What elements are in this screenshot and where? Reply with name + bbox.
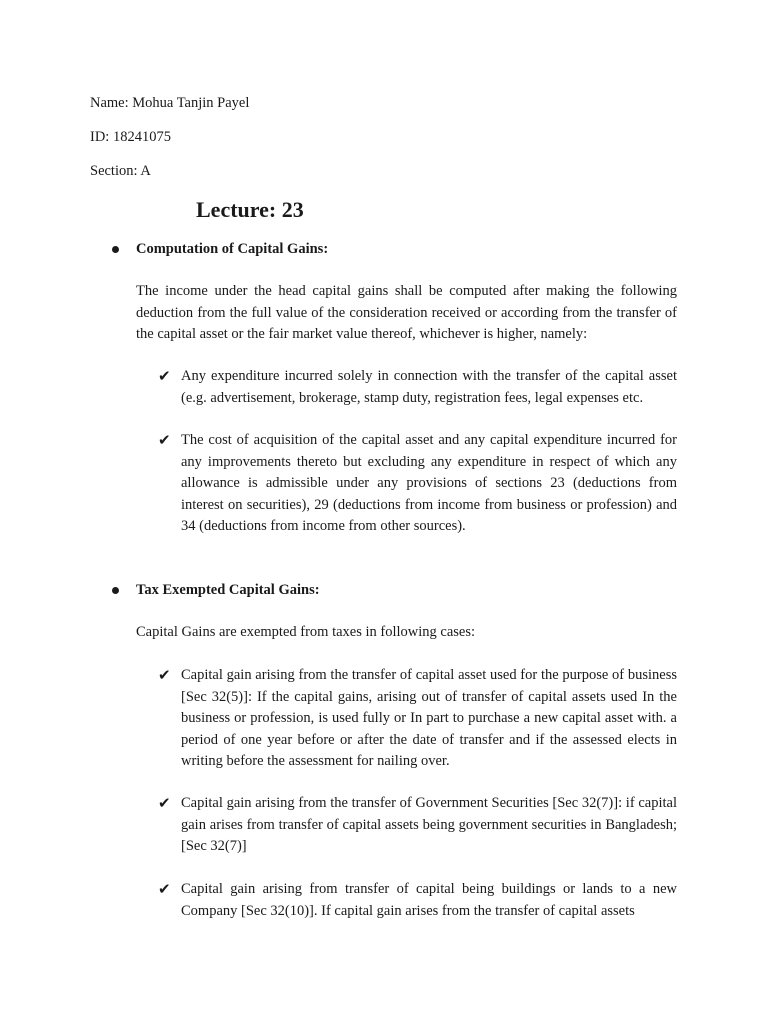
list-item-text: Any expenditure incurred solely in connection with the transfer of the capital asset (e.g. advertisement, brokerage, stamp duty, registration fees, legal expenses etc.	[181, 368, 677, 406]
list-item	[158, 879, 677, 922]
checkmark-icon: ✔	[158, 431, 171, 449]
list-item	[158, 665, 677, 773]
bullet-dot-icon	[112, 246, 119, 253]
checkmark-icon: ✔	[158, 880, 171, 898]
student-section: Section: A	[90, 163, 151, 179]
list-item	[158, 793, 677, 858]
section-heading-label: Computation of Capital Gains:	[136, 241, 329, 257]
section-heading-exempted	[112, 580, 320, 600]
bullet-dot-icon	[112, 587, 119, 594]
section-heading-label: Tax Exempted Capital Gains:	[136, 582, 320, 598]
list-item-text: Capital gain arising from the transfer of capital asset used for the purpose of business [Sec 32(5)]: If the capital gains, arising out of transfer of capital assets used In the business or profession, is used fully or In part to purchase a new capital asset with. a period of one year before or after the date of transfer and if the assessed elects in writing before the assessment for nailing over.	[181, 667, 677, 769]
checkmark-icon: ✔	[158, 794, 171, 812]
section-intro-paragraph: Capital Gains are exempted from taxes in following cases:	[136, 624, 476, 640]
section-heading-computation	[112, 239, 328, 259]
checkmark-icon: ✔	[158, 666, 171, 684]
student-name: Name: Mohua Tanjin Payel	[90, 95, 250, 111]
checkmark-icon: ✔	[158, 367, 171, 385]
lecture-title: Lecture: 23	[196, 197, 304, 222]
list-item-text: Capital gain arising from transfer of capital being buildings or lands to a new Company [Sec 32(10)]. If capital gain arises from the transfer of capital assets	[181, 881, 677, 919]
list-item-text: Capital gain arising from the transfer of Government Securities [Sec 32(7)]: if capital gain arises from transfer of capital assets being government securities in Bangladesh; [Sec 32(7)]	[181, 795, 677, 854]
list-item	[158, 430, 677, 538]
list-item-text: The cost of acquisition of the capital asset and any capital expenditure incurred for any improvements thereto but excluding any expenditure in respect of which any allowance is admissible under any provisions of sections 23 (deductions from interest on securities), 29 (deductions from income from business or profession) and 34 (deductions from income from other sources).	[181, 432, 677, 534]
student-id: ID: 18241075	[90, 129, 171, 145]
section-intro-paragraph: The income under the head capital gains shall be computed after making the following deduction from the full value of the consideration received or according from the transfer of the capital asset or the fair market value thereof, whichever is higher, namely:	[136, 283, 677, 342]
list-item	[158, 366, 677, 409]
